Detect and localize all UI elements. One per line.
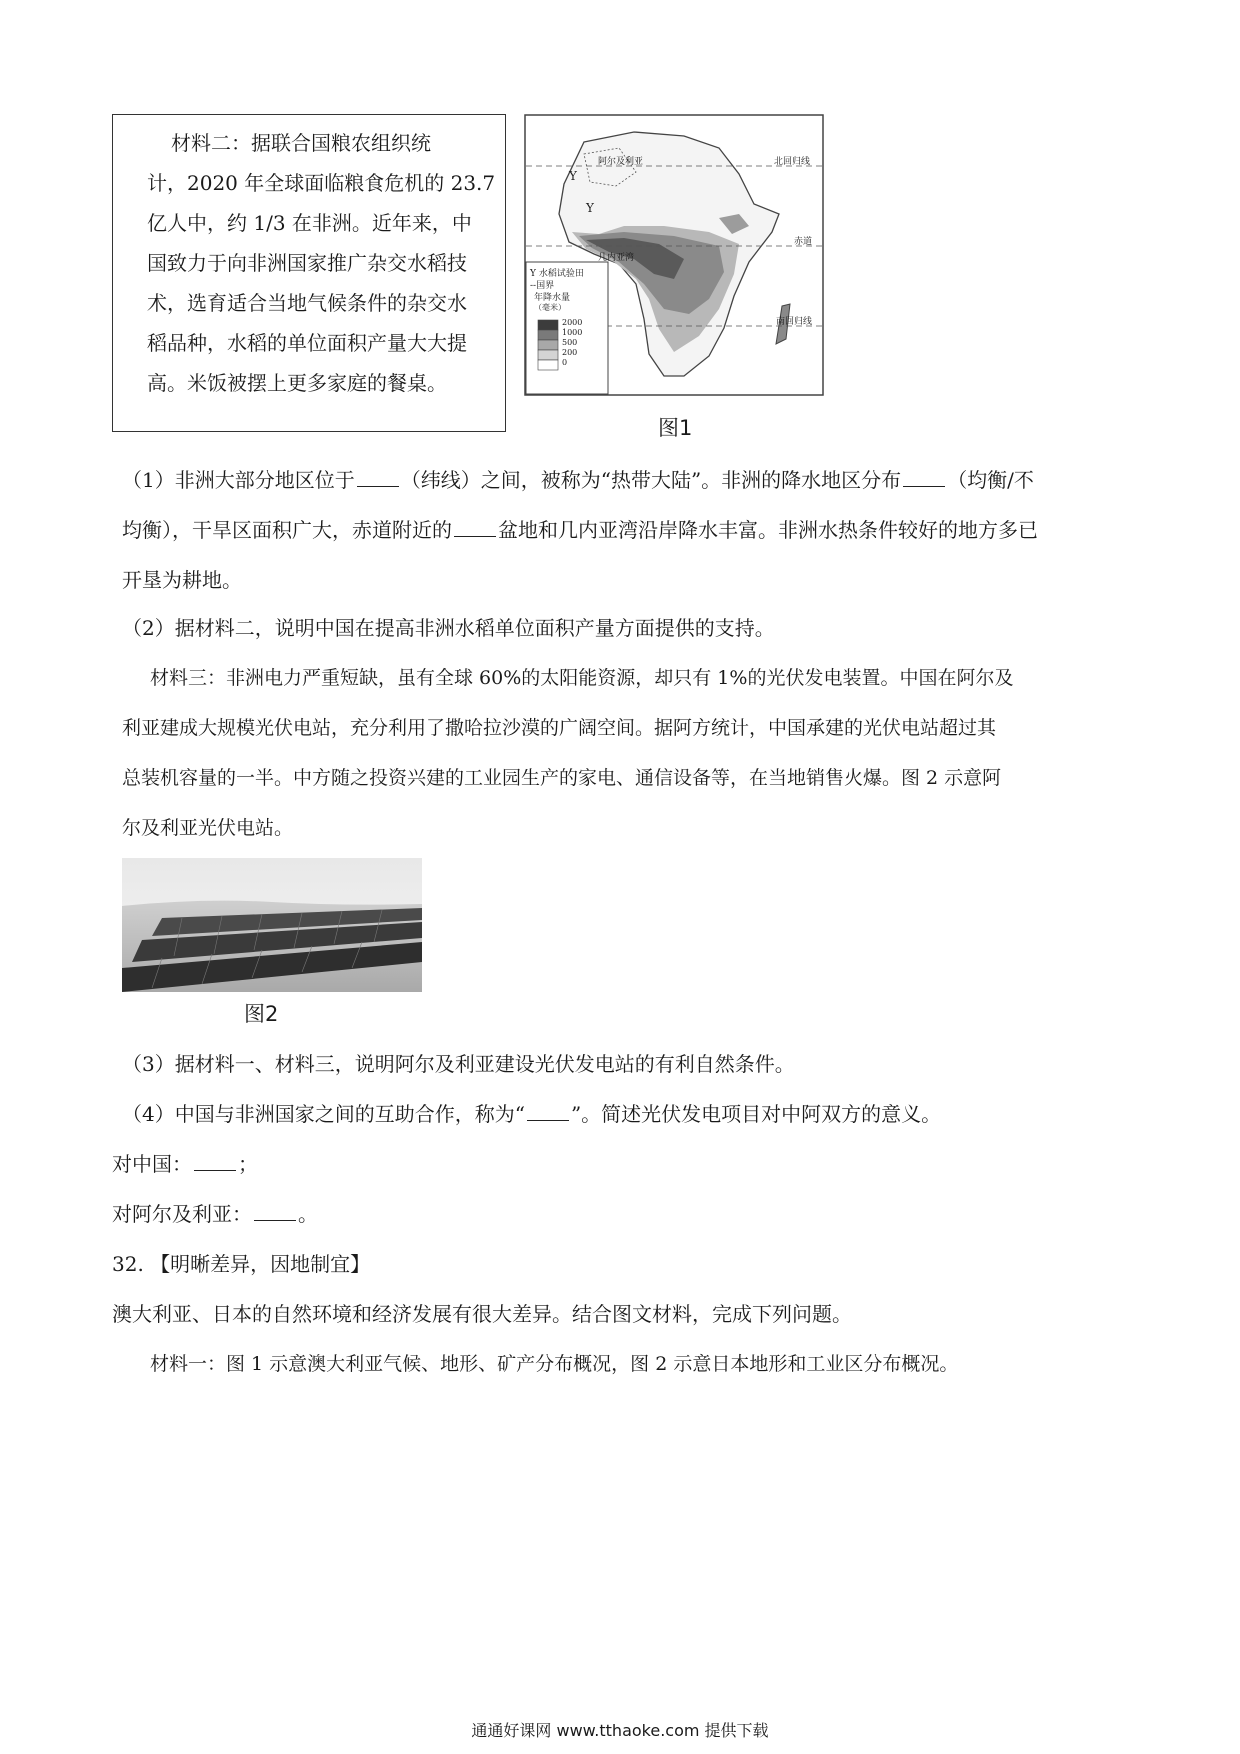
material-2-line: 国致力于向非洲国家推广杂交水稻技 xyxy=(147,251,467,275)
legend-rice-field: Y 水稻试验田 xyxy=(530,269,584,279)
material-2-line: 计，2020 年全球面临粮食危机的 23.7 xyxy=(147,171,496,195)
question-32-intro: 澳大利亚、日本的自然环境和经济发展有很大差异。结合图文材料，完成下列问题。 xyxy=(112,1302,852,1326)
question-1-line-3: 开垦为耕地。 xyxy=(122,568,242,592)
answer-blank xyxy=(254,1202,296,1221)
answer-blank xyxy=(454,518,496,537)
figure-2-caption: 图2 xyxy=(244,1002,279,1026)
rice-field-icon: Y xyxy=(569,169,577,183)
material-3-line: 总装机容量的一半。中方随之投资兴建的工业园生产的家电、通信设备等，在当地销售火爆。图 2 示意阿 xyxy=(122,767,1002,789)
africa-rainfall-map xyxy=(524,114,824,396)
question-4-algeria: 对阿尔及利亚： 。 xyxy=(112,1202,318,1226)
question-1-line-1: （1）非洲大部分地区位于 （纬线）之间，被称为“热带大陆”。非洲的降水地区分布 （均衡/不 xyxy=(122,468,1034,492)
label-tropic-north: 北回归线 xyxy=(774,157,811,167)
solar-farm-photo xyxy=(122,858,422,992)
material-3-line: 利亚建成大规模光伏电站，充分利用了撒哈拉沙漠的广阔空间。据阿方统计，中国承建的光伏电站超过其 xyxy=(122,717,997,739)
label-gulf-of-guinea: 几内亚湾 xyxy=(598,253,635,263)
answer-blank xyxy=(357,468,399,487)
label-equator: 赤道 xyxy=(794,237,813,247)
question-32-title: 32. 【明晰差异，因地制宜】 xyxy=(112,1252,371,1276)
question-1-line-2: 均衡），干旱区面积广大，赤道附近的 盆地和几内亚湾沿岸降水丰富。非洲水热条件较好的地方多已 xyxy=(122,518,1038,542)
material-2-line: 亿人中，约 1/3 在非洲。近年来，中 xyxy=(147,211,472,235)
answer-blank xyxy=(903,468,945,487)
label-tropic-south: 南回归线 xyxy=(776,317,813,327)
question-2: （2）据材料二，说明中国在提高非洲水稻单位面积产量方面提供的支持。 xyxy=(122,616,775,640)
legend-rain-unit: （毫米） xyxy=(534,303,566,312)
material-2-line: 术，选育适合当地气候条件的杂交水 xyxy=(147,291,467,315)
question-32-material-1: 材料一：图 1 示意澳大利亚气候、地形、矿产分布概况，图 2 示意日本地形和工业区分布概况。 xyxy=(150,1353,959,1375)
material-2-line: 稻品种，水稻的单位面积产量大大提 xyxy=(147,331,467,355)
figure-1-caption: 图1 xyxy=(658,416,693,440)
label-algeria: 阿尔及利亚 xyxy=(598,157,644,167)
question-3: （3）据材料一、材料三，说明阿尔及利亚建设光伏发电站的有利自然条件。 xyxy=(122,1052,795,1076)
material-2-line: 高。米饭被摆上更多家庭的餐桌。 xyxy=(147,371,447,395)
legend-border: --国界 xyxy=(530,281,555,291)
material-2-box xyxy=(112,114,506,432)
material-3-line: 材料三：非洲电力严重短缺，虽有全球 60%的太阳能资源，却只有 1%的光伏发电装置。中国在阿尔及 xyxy=(150,667,1014,689)
question-4: （4）中国与非洲国家之间的互助合作，称为“ ”。简述光伏发电项目对中阿双方的意义。 xyxy=(122,1102,942,1126)
page-footer: 通通好课网 www.tthaoke.com 提供下载 xyxy=(471,1721,769,1740)
answer-blank xyxy=(527,1102,569,1121)
material-2-line: 材料二：据联合国粮农组织统 xyxy=(171,131,431,155)
answer-blank xyxy=(194,1152,236,1171)
material-3-line: 尔及利亚光伏电站。 xyxy=(122,817,294,839)
legend-rain-title: 年降水量 xyxy=(534,293,571,303)
rice-field-icon: Y xyxy=(586,201,594,215)
solar-farm-svg xyxy=(122,858,422,992)
question-4-china: 对中国： ； xyxy=(112,1152,258,1176)
legend-levels: 2000 1000 500 200 0 xyxy=(562,318,583,367)
